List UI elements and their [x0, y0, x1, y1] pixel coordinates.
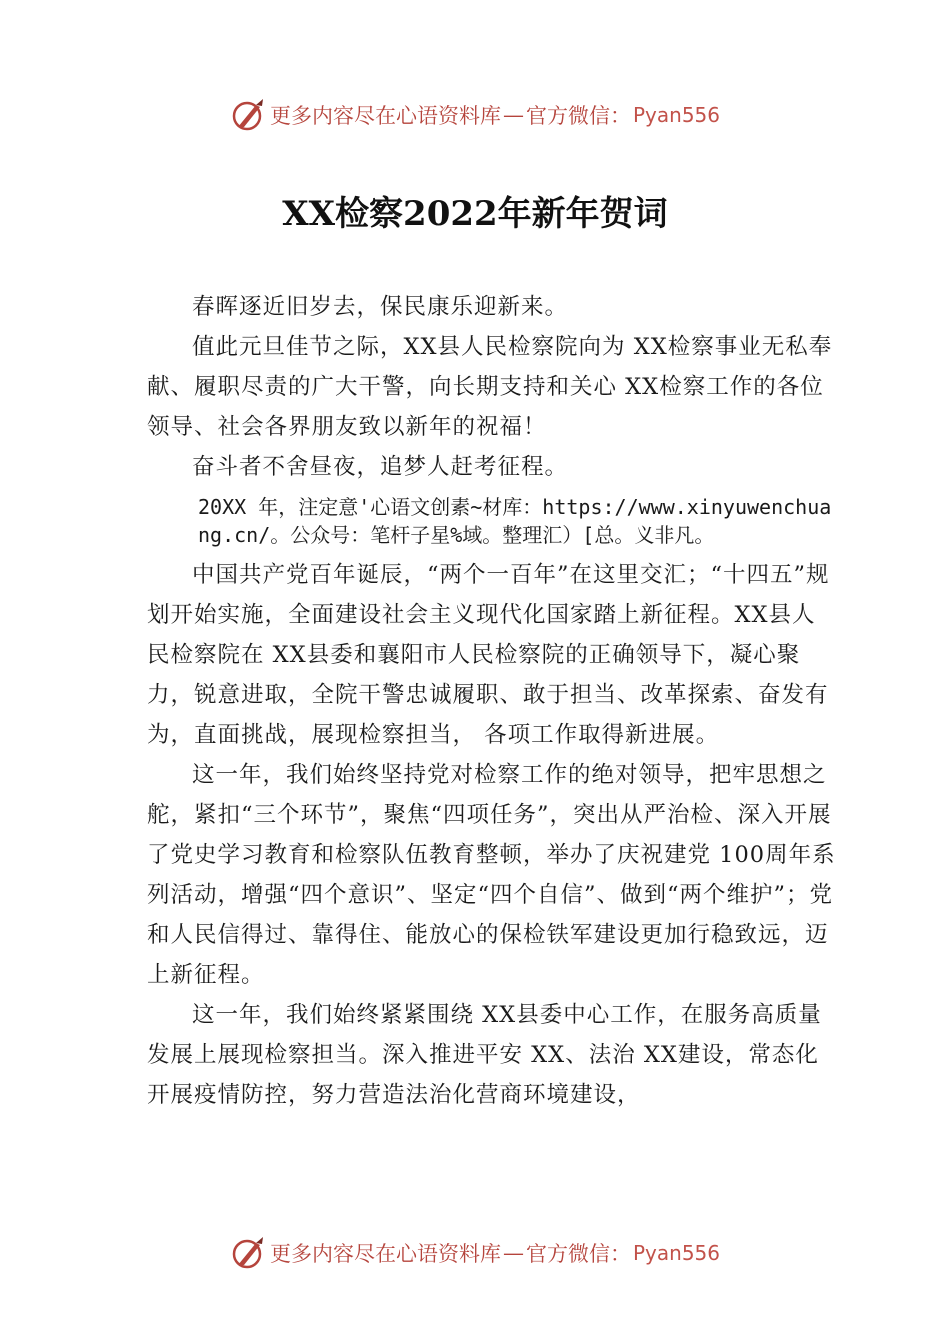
- paragraph: 这一年，我们始终紧紧围绕 XX县委中心工作，在服务高质量发展上展现检察担当。深入推进平安 XX、法治 XX建设，常态化开展疫情防控，努力营造法治化营商环境建设，: [147, 1002, 822, 1108]
- banner-separator: —: [502, 1241, 524, 1265]
- wechat-label: 官方微信：: [525, 1242, 631, 1266]
- quill-logo-icon: [230, 1235, 266, 1271]
- wechat-id: Pyan556: [632, 1241, 720, 1265]
- paragraph: 中国共产党百年诞辰，“两个一百年”在这里交汇；“十四五”规划开始实施，全面建设社会主义现代化国家踏上新征程。XX县人民检察院在 XX县委和襄阳市人民检察院的正确领导下，凝心聚力，锐意进取，全院干警忠诚履职、敢于担当、改革探索、奋发有为，直面挑战，展现检察担当， 各项工作取得新进展。: [147, 562, 830, 748]
- wechat-id: Pyan556: [632, 103, 720, 127]
- wechat-label: 官方微信：: [525, 104, 631, 128]
- paragraph: 这一年，我们始终坚持党对检察工作的绝对领导，把牢思想之舵，紧扣“三个环节”，聚焦“四项任务”，突出从严治检、深入开展了党史学习教育和检察队伍教育整顿，举办了庆祝建党 100周年系列活动，增强“四个意识”、坚定“四个自信”、做到“两个维护”；党和人民信得过、靠得住、能放心的保检铁军建设更加行稳致远，迈上新征程。: [147, 762, 836, 988]
- paragraph: 春晖逐近旧岁去，保民康乐迎新来。: [192, 294, 569, 320]
- footer-banner: [0, 1233, 950, 1273]
- page-title: XX检察2022年新年贺词: [282, 194, 668, 234]
- quill-logo-icon: [230, 97, 266, 133]
- banner-text: 更多内容尽在心语资料库: [269, 104, 501, 128]
- paragraph: 奋斗者不舍昼夜，追梦人赶考征程。: [192, 454, 569, 480]
- document-body: [147, 287, 837, 1115]
- banner-separator: —: [502, 103, 524, 127]
- paragraph: 值此元旦佳节之际，XX县人民检察院向为 XX检察事业无私奉献、履职尽责的广大干警，向长期支持和关心 XX检察工作的各位领导、社会各界朋友致以新年的祝福！: [147, 334, 833, 440]
- banner-text: 更多内容尽在心语资料库: [269, 1242, 501, 1266]
- header-banner: [0, 95, 950, 135]
- url-paragraph: 20XX 年，注定意'心语文创素~材库：https://www.xinyuwenchuang.cn/。公众号：笔杆子星%域。整理汇）[总。义非凡。: [198, 495, 832, 547]
